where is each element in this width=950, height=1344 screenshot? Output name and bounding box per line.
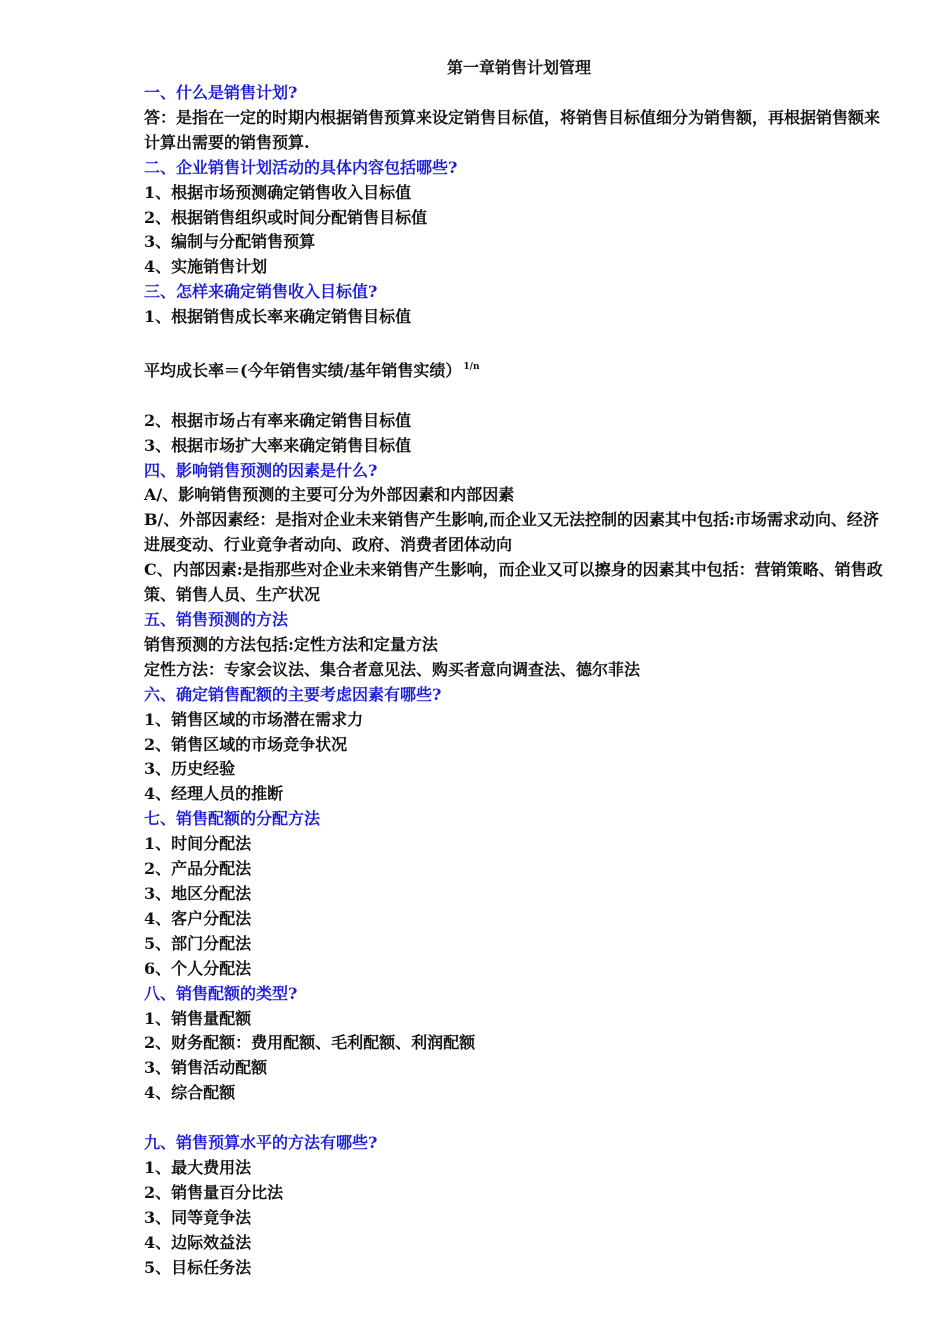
page-title: 第一章销售计划管理 xyxy=(446,58,591,77)
list-item: 3、同等竟争法 xyxy=(144,1207,252,1227)
question-3: 三、怎样来确定销售收入目标值? xyxy=(144,282,378,302)
list-item: 1、销售区域的市场潜在需求力 xyxy=(144,709,364,729)
list-item: 3、编制与分配销售预算 xyxy=(144,232,316,252)
list-item: 4、经理人员的推断 xyxy=(144,784,284,804)
spacer xyxy=(144,330,894,355)
list-item: 2、产品分配法 xyxy=(144,859,252,879)
list-item: 2、根据销售组织或时间分配销售目标值 xyxy=(144,207,428,227)
spacer xyxy=(144,384,894,409)
answer-1: 答：是指在一定的时期内根据销售预算来设定销售目标值，将销售目标值细分为销售额，再根据销售额来计算出需要的销售预算. xyxy=(144,107,881,152)
question-6: 六、确定销售配额的主要考虑因素有哪些? xyxy=(144,684,442,704)
document-page xyxy=(144,56,894,1280)
list-item: 3、销售活动配额 xyxy=(144,1058,268,1078)
list-item: 1、根据市场预测确定销售收入目标值 xyxy=(144,182,412,202)
paragraph: B/、外部因素经：是指对企业未来销售产生影响,而企业又无法控制的因素其中包括:市场需求动向、经济进展变动、行业竟争者动向、政府、消费者团体动向 xyxy=(144,510,879,555)
paragraph: A/、影响销售预测的主要可分为外部因素和内部因素 xyxy=(144,485,515,505)
list-item: 3、历史经验 xyxy=(144,759,236,779)
growth-rate-formula xyxy=(144,355,894,384)
list-item: 1、时间分配法 xyxy=(144,834,252,854)
question-8: 八、销售配额的类型? xyxy=(144,983,298,1003)
list-item: 3、根据市场扩大率来确定销售目标值 xyxy=(144,435,412,455)
list-item: 3、地区分配法 xyxy=(144,883,252,903)
list-item: 4、实施销售计划 xyxy=(144,257,268,277)
question-4: 四、影响销售预测的因素是什么? xyxy=(144,460,378,480)
list-item: 2、销售量百分比法 xyxy=(144,1182,284,1202)
list-item: 5、目标任务法 xyxy=(144,1257,252,1277)
question-2: 二、企业销售计划活动的具体内容包括哪些? xyxy=(144,157,458,177)
list-item: 4、边际效益法 xyxy=(144,1232,252,1252)
list-item: 2、根据市场占有率来确定销售目标值 xyxy=(144,410,412,430)
list-item: 6、个人分配法 xyxy=(144,958,252,978)
list-item: 1、销售量配额 xyxy=(144,1008,252,1028)
list-item: 2、财务配额：费用配额、毛利配额、利润配额 xyxy=(144,1033,476,1053)
list-item: 4、综合配额 xyxy=(144,1083,236,1103)
list-item: 1、根据销售成长率来确定销售目标值 xyxy=(144,307,412,327)
question-1: 一、什么是销售计划? xyxy=(144,83,298,102)
paragraph: 定性方法：专家会议法、集合者意见法、购买者意向调查法、德尔菲法 xyxy=(144,659,641,679)
formula-exponent: 1/n xyxy=(463,361,480,372)
list-item: 5、部门分配法 xyxy=(144,933,252,953)
formula-text: 平均成长率＝(今年销售实绩/基年销售实绩） xyxy=(144,360,462,380)
question-9: 九、销售预算水平的方法有哪些? xyxy=(144,1133,378,1153)
paragraph: C、内部因素:是指那些对企业未来销售产生影响，而企业又可以擦身的因素其中包括：营销策略、销售政策、销售人员、生产状况 xyxy=(144,560,883,605)
list-item: 2、销售区域的市场竞争状况 xyxy=(144,734,348,754)
paragraph: 销售预测的方法包括:定性方法和定量方法 xyxy=(144,634,438,654)
question-5: 五、销售预测的方法 xyxy=(144,610,289,629)
list-item: 4、客户分配法 xyxy=(144,908,252,928)
question-7: 七、销售配额的分配方法 xyxy=(144,809,321,829)
list-item: 1、最大费用法 xyxy=(144,1157,252,1177)
spacer xyxy=(144,1106,894,1131)
